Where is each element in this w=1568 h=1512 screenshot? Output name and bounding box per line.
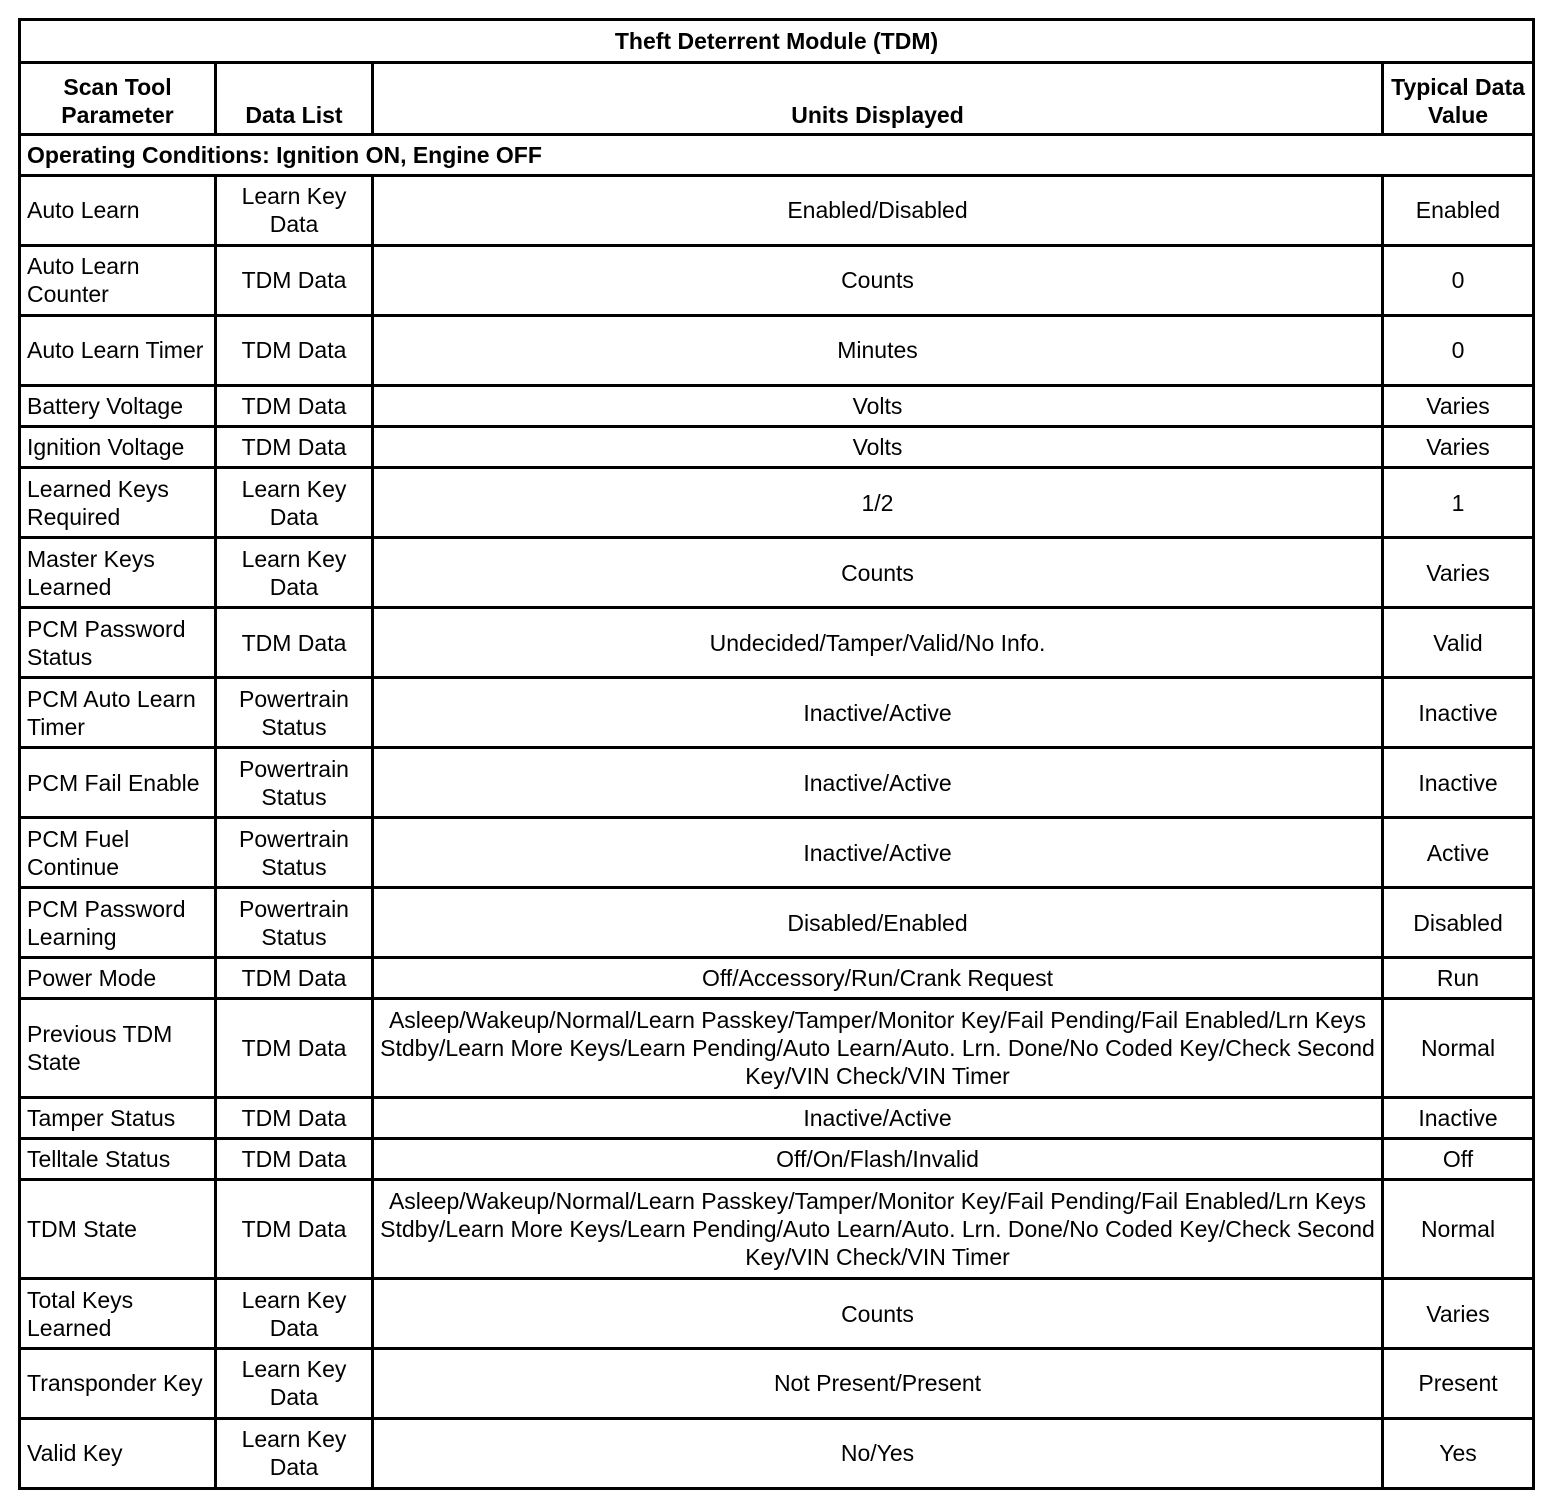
cell-units-displayed: Counts: [373, 1279, 1383, 1349]
cell-scan-tool-parameter: Master Keys Learned: [20, 538, 216, 608]
cell-typical-data-value: 0: [1383, 245, 1534, 315]
cell-scan-tool-parameter: PCM Auto Learn Timer: [20, 678, 216, 748]
tdm-data-table: [18, 18, 1535, 1490]
table-row: [20, 176, 1534, 246]
cell-typical-data-value: Valid: [1383, 608, 1534, 678]
cell-data-list: TDM Data: [216, 245, 373, 315]
cell-units-displayed: Inactive/Active: [373, 678, 1383, 748]
cell-data-list: Powertrain Status: [216, 678, 373, 748]
cell-typical-data-value: Enabled: [1383, 176, 1534, 246]
cell-units-displayed: Minutes: [373, 315, 1383, 385]
table-row: [20, 1349, 1534, 1419]
cell-scan-tool-parameter: PCM Fail Enable: [20, 748, 216, 818]
cell-data-list: Powertrain Status: [216, 888, 373, 958]
cell-units-displayed: Inactive/Active: [373, 748, 1383, 818]
header-scan-tool-parameter: Scan Tool Parameter: [20, 63, 216, 135]
cell-data-list: TDM Data: [216, 1139, 373, 1180]
cell-scan-tool-parameter: Ignition Voltage: [20, 427, 216, 468]
cell-typical-data-value: 1: [1383, 468, 1534, 538]
cell-units-displayed: Counts: [373, 538, 1383, 608]
cell-data-list: TDM Data: [216, 958, 373, 999]
table-row: [20, 958, 1534, 999]
cell-typical-data-value: Present: [1383, 1349, 1534, 1419]
header-typical-data-value: Typical Data Value: [1383, 63, 1534, 135]
cell-units-displayed: No/Yes: [373, 1418, 1383, 1488]
cell-scan-tool-parameter: Battery Voltage: [20, 385, 216, 426]
table-row: [20, 468, 1534, 538]
cell-units-displayed: Asleep/Wakeup/Normal/Learn Passkey/Tamper/Monitor Key/Fail Pending/Fail Enabled/Lrn Keys Stdby/Learn More Keys/Learn Pending/Auto Learn/Auto. Lrn. Done/No Coded Key/Check Second Key/VIN Check/VIN Timer: [373, 999, 1383, 1098]
cell-typical-data-value: Varies: [1383, 385, 1534, 426]
table-body: [20, 176, 1534, 1489]
cell-typical-data-value: Off: [1383, 1139, 1534, 1180]
cell-units-displayed: Inactive/Active: [373, 818, 1383, 888]
cell-units-displayed: 1/2: [373, 468, 1383, 538]
cell-data-list: Powertrain Status: [216, 818, 373, 888]
cell-units-displayed: Not Present/Present: [373, 1349, 1383, 1419]
table-row: [20, 888, 1534, 958]
table-row: [20, 538, 1534, 608]
table-row: [20, 1180, 1534, 1279]
cell-scan-tool-parameter: Transponder Key: [20, 1349, 216, 1419]
cell-typical-data-value: Inactive: [1383, 748, 1534, 818]
cell-typical-data-value: Varies: [1383, 427, 1534, 468]
cell-units-displayed: Disabled/Enabled: [373, 888, 1383, 958]
cell-typical-data-value: Normal: [1383, 999, 1534, 1098]
cell-units-displayed: Counts: [373, 245, 1383, 315]
table-row: [20, 1139, 1534, 1180]
cell-data-list: Learn Key Data: [216, 1349, 373, 1419]
cell-units-displayed: Volts: [373, 427, 1383, 468]
table-row: [20, 1097, 1534, 1138]
cell-scan-tool-parameter: Total Keys Learned: [20, 1279, 216, 1349]
cell-data-list: Learn Key Data: [216, 176, 373, 246]
cell-typical-data-value: Active: [1383, 818, 1534, 888]
header-units-displayed: Units Displayed: [373, 63, 1383, 135]
table-row: [20, 245, 1534, 315]
cell-typical-data-value: Varies: [1383, 1279, 1534, 1349]
cell-typical-data-value: Varies: [1383, 538, 1534, 608]
table-row: [20, 678, 1534, 748]
cell-typical-data-value: Inactive: [1383, 1097, 1534, 1138]
cell-scan-tool-parameter: Learned Keys Required: [20, 468, 216, 538]
cell-data-list: TDM Data: [216, 1097, 373, 1138]
cell-typical-data-value: 0: [1383, 315, 1534, 385]
cell-scan-tool-parameter: Auto Learn: [20, 176, 216, 246]
cell-typical-data-value: Run: [1383, 958, 1534, 999]
cell-typical-data-value: Disabled: [1383, 888, 1534, 958]
cell-typical-data-value: Normal: [1383, 1180, 1534, 1279]
cell-data-list: TDM Data: [216, 608, 373, 678]
cell-scan-tool-parameter: Telltale Status: [20, 1139, 216, 1180]
cell-scan-tool-parameter: Previous TDM State: [20, 999, 216, 1098]
cell-scan-tool-parameter: Auto Learn Counter: [20, 245, 216, 315]
cell-scan-tool-parameter: Tamper Status: [20, 1097, 216, 1138]
cell-data-list: Learn Key Data: [216, 1418, 373, 1488]
cell-typical-data-value: Inactive: [1383, 678, 1534, 748]
table-title: Theft Deterrent Module (TDM): [20, 20, 1534, 63]
cell-scan-tool-parameter: PCM Password Learning: [20, 888, 216, 958]
table-row: [20, 999, 1534, 1098]
cell-data-list: TDM Data: [216, 385, 373, 426]
cell-scan-tool-parameter: Auto Learn Timer: [20, 315, 216, 385]
table-row: [20, 818, 1534, 888]
cell-units-displayed: Asleep/Wakeup/Normal/Learn Passkey/Tamper/Monitor Key/Fail Pending/Fail Enabled/Lrn Keys Stdby/Learn More Keys/Learn Pending/Auto Learn/Auto. Lrn. Done/No Coded Key/Check Second Key/VIN Check/VIN Timer: [373, 1180, 1383, 1279]
cell-data-list: TDM Data: [216, 999, 373, 1098]
cell-scan-tool-parameter: Valid Key: [20, 1418, 216, 1488]
cell-data-list: TDM Data: [216, 1180, 373, 1279]
table-row: [20, 1418, 1534, 1488]
cell-data-list: Powertrain Status: [216, 748, 373, 818]
cell-units-displayed: Volts: [373, 385, 1383, 426]
cell-data-list: TDM Data: [216, 427, 373, 468]
cell-data-list: Learn Key Data: [216, 538, 373, 608]
cell-units-displayed: Inactive/Active: [373, 1097, 1383, 1138]
table-row: [20, 608, 1534, 678]
table-row: [20, 427, 1534, 468]
table-row: [20, 748, 1534, 818]
cell-units-displayed: Undecided/Tamper/Valid/No Info.: [373, 608, 1383, 678]
operating-conditions: Operating Conditions: Ignition ON, Engine OFF: [20, 135, 1534, 176]
cell-units-displayed: Off/On/Flash/Invalid: [373, 1139, 1383, 1180]
cell-data-list: Learn Key Data: [216, 468, 373, 538]
cell-units-displayed: Enabled/Disabled: [373, 176, 1383, 246]
cell-scan-tool-parameter: Power Mode: [20, 958, 216, 999]
table-row: [20, 385, 1534, 426]
table-row: [20, 1279, 1534, 1349]
cell-scan-tool-parameter: TDM State: [20, 1180, 216, 1279]
header-data-list: Data List: [216, 63, 373, 135]
cell-scan-tool-parameter: PCM Fuel Continue: [20, 818, 216, 888]
cell-data-list: TDM Data: [216, 315, 373, 385]
cell-data-list: Learn Key Data: [216, 1279, 373, 1349]
table-row: [20, 315, 1534, 385]
cell-typical-data-value: Yes: [1383, 1418, 1534, 1488]
cell-scan-tool-parameter: PCM Password Status: [20, 608, 216, 678]
cell-units-displayed: Off/Accessory/Run/Crank Request: [373, 958, 1383, 999]
